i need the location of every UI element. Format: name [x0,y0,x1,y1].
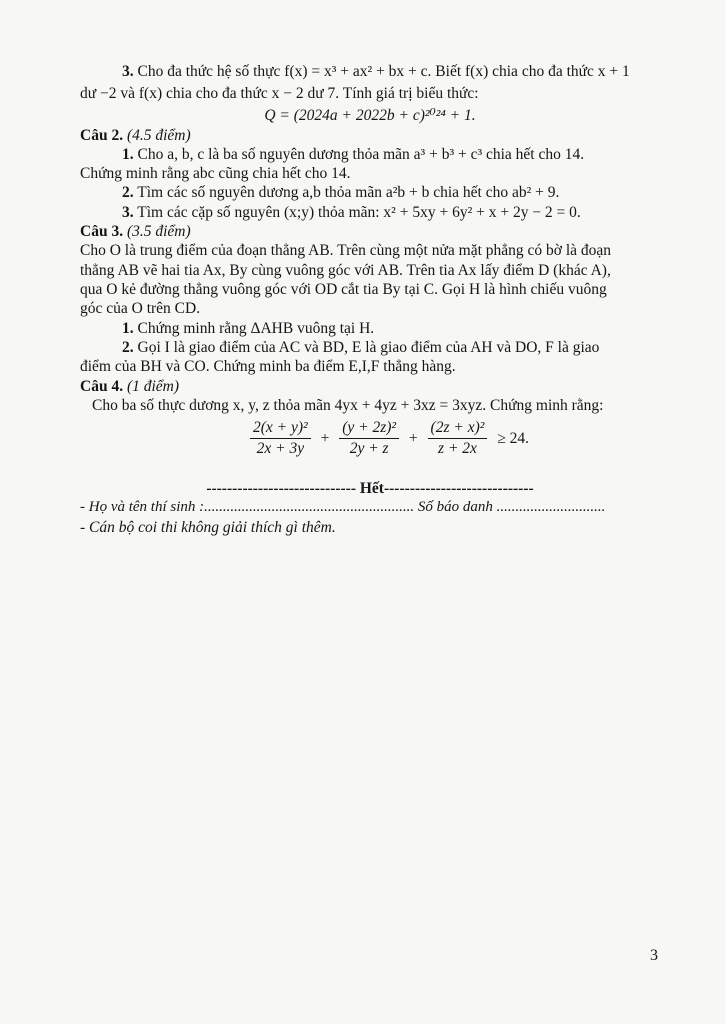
cau-3-intro-line-4: góc của O trên CD. [80,300,201,317]
fraction-2: $\frac{\text{(y + 2z)²}}{2y + z}$ [339,418,399,459]
inequality: $\frac{\text{2(x + y)²}}{2x + 3y}$ + $\frac{\text{(y + 2z)²}}{2y + z}$ + $\frac{\text{(2z + x)²}}{z + 2x}$ ≥ 24. [248,418,548,459]
cau-3-intro-line-2: thẳng AB vẽ hai tia Ax, By cùng vuông góc với AB. Trên tia Ax lấy điểm D (khác A), [80,262,611,279]
cau-2-heading: Câu 2. (4.5 điểm) [80,127,191,144]
cau-2-part-1-line-1: 1. Cho a, b, c là ba số nguyên dương thỏa mãn a³ + b³ + c³ chia hết cho 14. [122,146,585,163]
cau-4-intro: Cho ba số thực dương x, y, z thỏa mãn 4yx + 4yz + 3xz = 3xyz. Chứng minh rằng: [92,397,604,414]
cau-3-part-2-line-2: điểm của BH và CO. Chứng minh ba điểm E,I,F thẳng hàng. [80,358,456,375]
proctor-note: - Cán bộ coi thi không giải thích gì thêm. [80,519,336,536]
cau-3-part-1: 1. Chứng minh rằng ΔAHB vuông tại H. [122,320,375,337]
fraction-1: $\frac{\text{2(x + y)²}}{2x + 3y}$ [250,418,311,459]
cau-2-part-2: 2. Tìm các số nguyên dương a,b thỏa mãn a²b + b chia hết cho ab² + 9. [122,184,560,201]
end-marker: ----------------------------- Hết----------------------------- [206,480,534,497]
cau-4-heading: Câu 4. (1 điểm) [80,378,180,395]
cau-3-part-2-line-1: 2. Gọi I là giao điểm của AC và BD, E là giao điểm của AH và DO, F là giao [122,339,600,356]
cau-3-intro-line-3: qua O kẻ đường thẳng vuông góc với OD cắt tia By tại C. Gọi H là hình chiếu vuông [80,281,607,298]
cau-2-part-1-line-2: Chứng minh rằng abc cũng chia hết cho 14. [80,165,351,182]
expression-q: Q = (2024a + 2022b + c)²⁰²⁴ + 1. [264,107,476,124]
problem-1-part-3-line-2: dư −2 và f(x) chia cho đa thức x − 2 dư 7. Tính giá trị biểu thức: [80,85,479,102]
page-number: 3 [650,947,658,964]
candidate-info-line: - Họ và tên thí sinh :........................................................ Số báo danh ............................. [80,499,606,515]
cau-2-part-3: 3. Tìm các cặp số nguyên (x;y) thỏa mãn: x² + 5xy + 6y² + x + 2y − 2 = 0. [122,204,581,221]
problem-1-part-3-line-1: 3. Cho đa thức hệ số thực f(x) = x³ + ax² + bx + c. Biết f(x) chia cho đa thức x + 1 [122,63,630,80]
cau-3-intro-line-1: Cho O là trung điểm của đoạn thẳng AB. Trên cùng một nửa mặt phẳng có bờ là đoạn [80,242,612,259]
fraction-3: $\frac{\text{(2z + x)²}}{z + 2x}$ [428,418,488,459]
cau-3-heading: Câu 3. (3.5 điểm) [80,223,191,240]
